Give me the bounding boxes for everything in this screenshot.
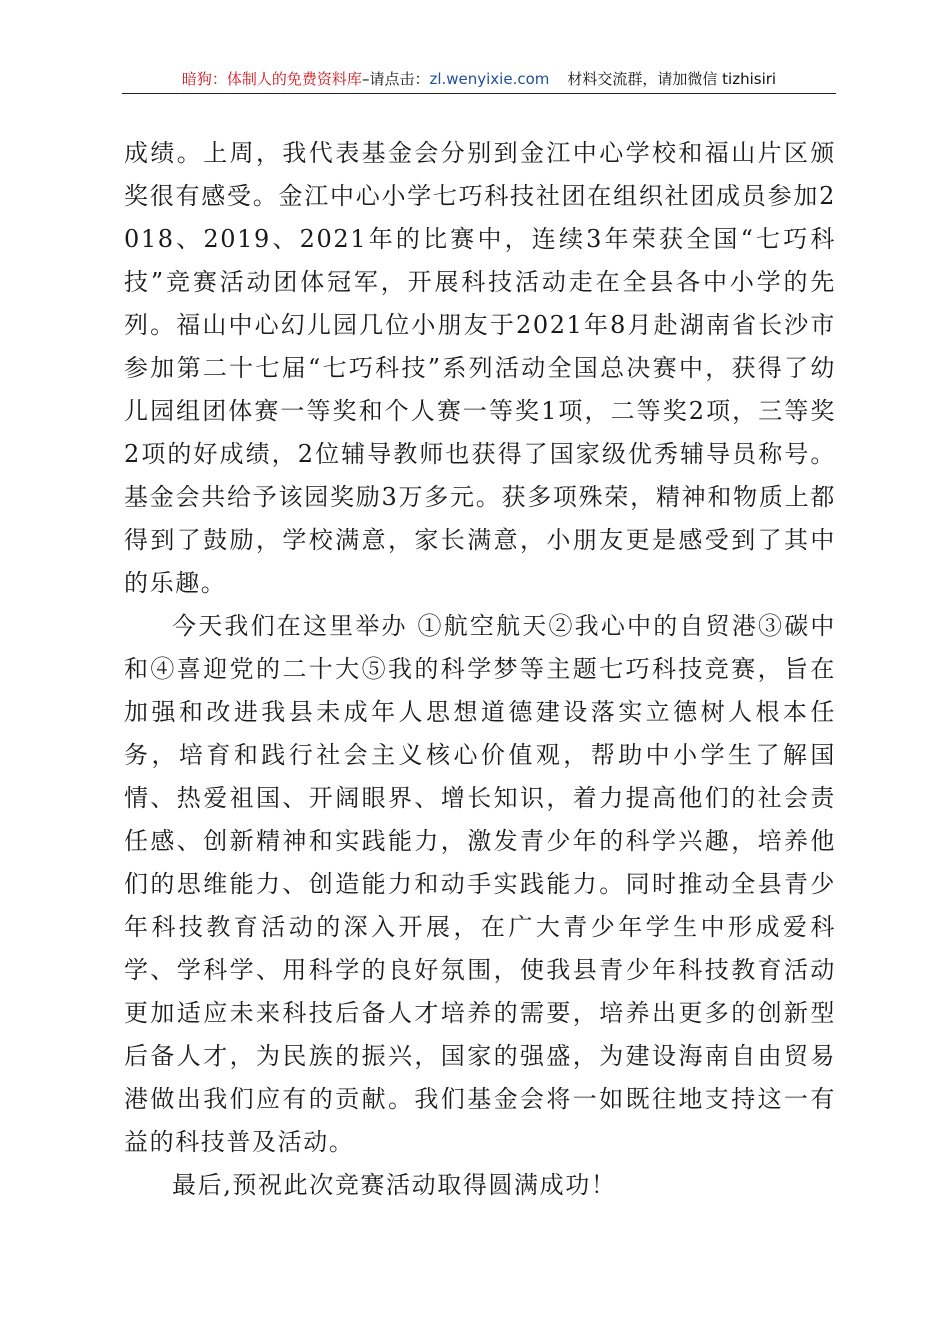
header-wechat-note: 材料交流群，请加微信 tizhisiri	[567, 70, 777, 88]
header-link[interactable]: zl.wenyixie.com	[429, 70, 550, 88]
paragraph-closing-wish: 最后,预祝此次竞赛活动取得圆满成功！	[172, 1171, 617, 1199]
document-body	[124, 132, 836, 1207]
paragraph-competition-purpose: 今天我们在这里举办 ①航空航天②我心中的自贸港③碳中和④喜迎党的二十大⑤我的科学梦等主题七巧科技竞赛，旨在加强和改进我县未成年人思想道德建设落实立德树人根本任务，培育和践行社会主义核心价值观，帮助中小学生了解国情、热爱祖国、开阔眼界、增长知识，着力提高他们的社会责任感、创新精神和实践能力，激发青少年的科学兴趣，培养他们的思维能力、创造能力和动手实践能力。同时推动全县青少年科技教育活动的深入开展，在广大青少年学生中形成爱科学、学科学、用科学的良好氛围，使我县青少年科技教育活动更加适应未来科技后备人才培养的需要，培养出更多的创新型后备人才，为民族的振兴，国家的强盛，为建设海南自由贸易港做出我们应有的贡献。我们基金会将一如既往地支持这一有益的科技普及活动。	[124, 612, 836, 1156]
header-prompt: –请点击：	[361, 70, 430, 88]
header-brand: 暗狗：体制人的免费资料库	[181, 70, 362, 88]
page-header	[122, 66, 836, 94]
paragraph-results: 成绩。上周，我代表基金会分别到金江中心学校和福山片区颁奖很有感受。金江中心小学七巧科技社团在组织社团成员参加2018、2019、2021年的比赛中，连续3年荣获全国“七巧科技”竞赛活动团体冠军，开展科技活动走在全县各中小学的先列。福山中心幻儿园几位小朋友于2021年8月赴湖南省长沙市参加第二十七届“七巧科技”系列活动全国总决赛中，获得了幼儿园组团体赛一等奖和个人赛一等奖1项，二等奖2项，三等奖2项的好成绩，2位辅导教师也获得了国家级优秀辅导员称号。基金会共给予该园奖励3万多元。获多项殊荣，精神和物质上都得到了鼓励，学校满意，家长满意，小朋友更是感受到了其中的乐趣。	[124, 139, 836, 597]
